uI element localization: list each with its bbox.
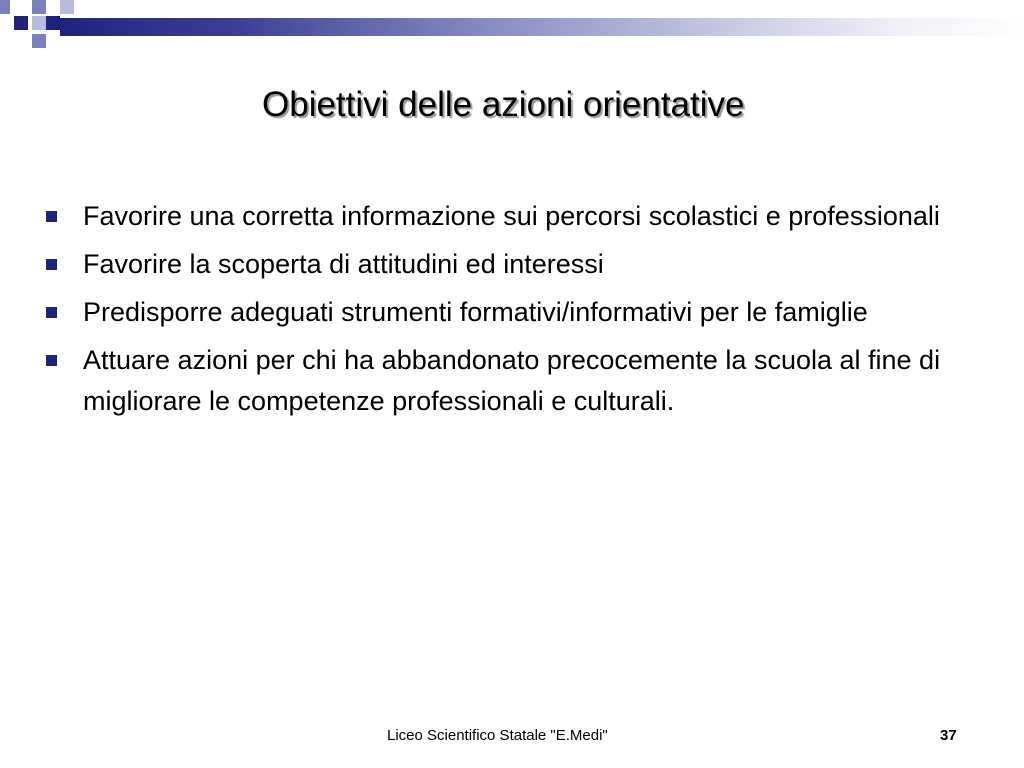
square-bullet-icon <box>46 259 57 270</box>
bullet-item <box>44 244 984 285</box>
slide-title: Obiettivi delle azioni orientative <box>262 85 745 124</box>
bullet-text: Favorire la scoperta di attitudini ed interessi <box>83 249 604 279</box>
bullet-list <box>44 196 984 429</box>
page-number: 37 <box>940 727 957 744</box>
decor-square <box>60 0 74 14</box>
bullet-item <box>44 196 984 237</box>
bullet-text: Predisporre adeguati strumenti formativi/informativi per le famiglie <box>83 297 868 327</box>
square-bullet-icon <box>46 307 57 318</box>
bullet-text: Favorire una corretta informazione sui percorsi scolastici e professionali <box>83 201 940 231</box>
square-bullet-icon <box>46 211 57 222</box>
decor-square <box>32 34 46 48</box>
decor-square <box>46 16 60 30</box>
footer-school-name: Liceo Scientifico Statale "E.Medi" <box>387 727 608 744</box>
decor-square <box>14 16 28 30</box>
header-gradient-bar <box>60 18 1024 36</box>
square-bullet-icon <box>46 355 57 366</box>
bullet-item <box>44 292 984 333</box>
decor-square <box>32 0 46 14</box>
decor-square <box>0 0 10 14</box>
bullet-item <box>44 340 984 422</box>
bullet-text: Attuare azioni per chi ha abbandonato precocemente la scuola al fine di migliorare le competenze professionali e culturali. <box>83 345 941 416</box>
